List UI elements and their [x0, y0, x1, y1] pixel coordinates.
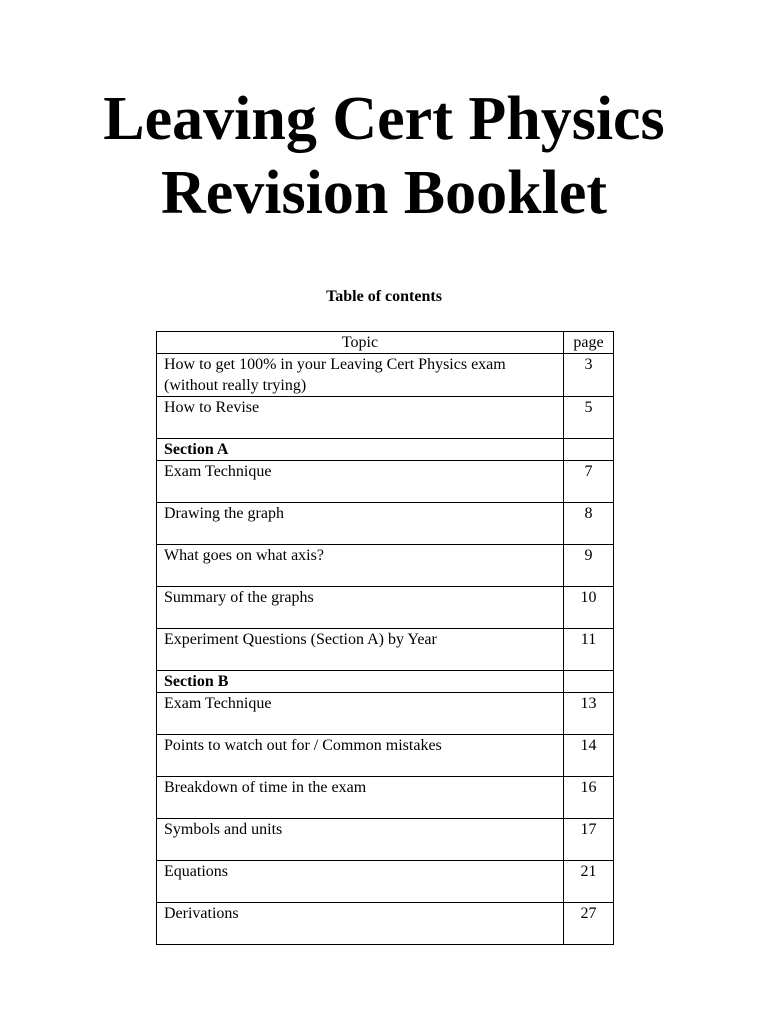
toc-page-number: 16 — [564, 777, 614, 819]
toc-page-number: 13 — [564, 693, 614, 735]
toc-body — [157, 354, 614, 945]
toc-topic-cell — [157, 545, 564, 587]
toc-header-row — [157, 332, 614, 354]
toc-topic-text: Summary of the graphs — [164, 589, 314, 606]
table-of-contents — [156, 331, 614, 945]
toc-header-topic: Topic — [157, 332, 564, 354]
table-of-contents-heading: Table of contents — [326, 288, 442, 305]
toc-topic-cell — [157, 503, 564, 545]
document-title-line-2: Revision Booklet — [160, 159, 608, 227]
toc-topic-cell — [157, 903, 564, 945]
toc-topic-cell — [157, 461, 564, 503]
toc-row — [157, 903, 614, 945]
toc-topic-cell — [157, 819, 564, 861]
toc-row — [157, 461, 614, 503]
toc-row — [157, 397, 614, 439]
toc-topic-text: Exam Technique — [164, 695, 272, 712]
toc-row — [157, 545, 614, 587]
toc-header-page: page — [564, 332, 614, 354]
toc-section-label: Section A — [157, 439, 564, 461]
toc-row — [157, 777, 614, 819]
toc-topic-cell — [157, 735, 564, 777]
toc-page-number: 7 — [564, 461, 614, 503]
toc-row — [157, 819, 614, 861]
toc-page-number: 14 — [564, 735, 614, 777]
toc-row — [157, 861, 614, 903]
toc-row — [157, 735, 614, 777]
document-title — [0, 82, 768, 230]
toc-section-row — [157, 439, 614, 461]
toc-topic-text: Symbols and units — [164, 821, 283, 838]
toc-page-number: 9 — [564, 545, 614, 587]
toc-topic-cell — [157, 587, 564, 629]
toc-page-number: 8 — [564, 503, 614, 545]
toc-page-number: 10 — [564, 587, 614, 629]
toc-topic-cell — [157, 777, 564, 819]
toc-topic-text: How to Revise — [164, 399, 260, 416]
document-title-line-1: Leaving Cert Physics — [103, 85, 665, 153]
toc-page-number: 3 — [564, 354, 614, 397]
toc-row — [157, 354, 614, 397]
toc-page-number — [564, 671, 614, 693]
toc-topic-text: Breakdown of time in the exam — [164, 779, 367, 796]
toc-page-number: 11 — [564, 629, 614, 671]
toc-topic-text: Equations — [164, 863, 228, 880]
toc-topic-text: Exam Technique — [164, 463, 272, 480]
toc-row — [157, 629, 614, 671]
toc-topic-text: How to get 100% in your Leaving Cert Physics exam — [164, 356, 506, 373]
toc-page-number — [564, 439, 614, 461]
toc-topic-text: Experiment Questions (Section A) by Year — [164, 631, 437, 648]
toc-topic-cell — [157, 629, 564, 671]
toc-topic-text: Points to watch out for / Common mistakes — [164, 737, 442, 754]
toc-topic-text-continued: (without really trying) — [164, 377, 307, 394]
toc-page-number: 5 — [564, 397, 614, 439]
toc-topic-cell — [157, 861, 564, 903]
toc-row — [157, 693, 614, 735]
toc-topic-cell — [157, 397, 564, 439]
toc-page-number: 21 — [564, 861, 614, 903]
toc-section-row — [157, 671, 614, 693]
toc-page-number: 17 — [564, 819, 614, 861]
toc-row — [157, 503, 614, 545]
toc-topic-text: What goes on what axis? — [164, 547, 324, 564]
toc-topic-cell — [157, 693, 564, 735]
toc-topic-text: Drawing the graph — [164, 505, 284, 522]
toc-section-label: Section B — [157, 671, 564, 693]
toc-topic-text: Derivations — [164, 905, 239, 922]
toc-page-number: 27 — [564, 903, 614, 945]
toc-row — [157, 587, 614, 629]
toc-topic-cell — [157, 354, 564, 397]
